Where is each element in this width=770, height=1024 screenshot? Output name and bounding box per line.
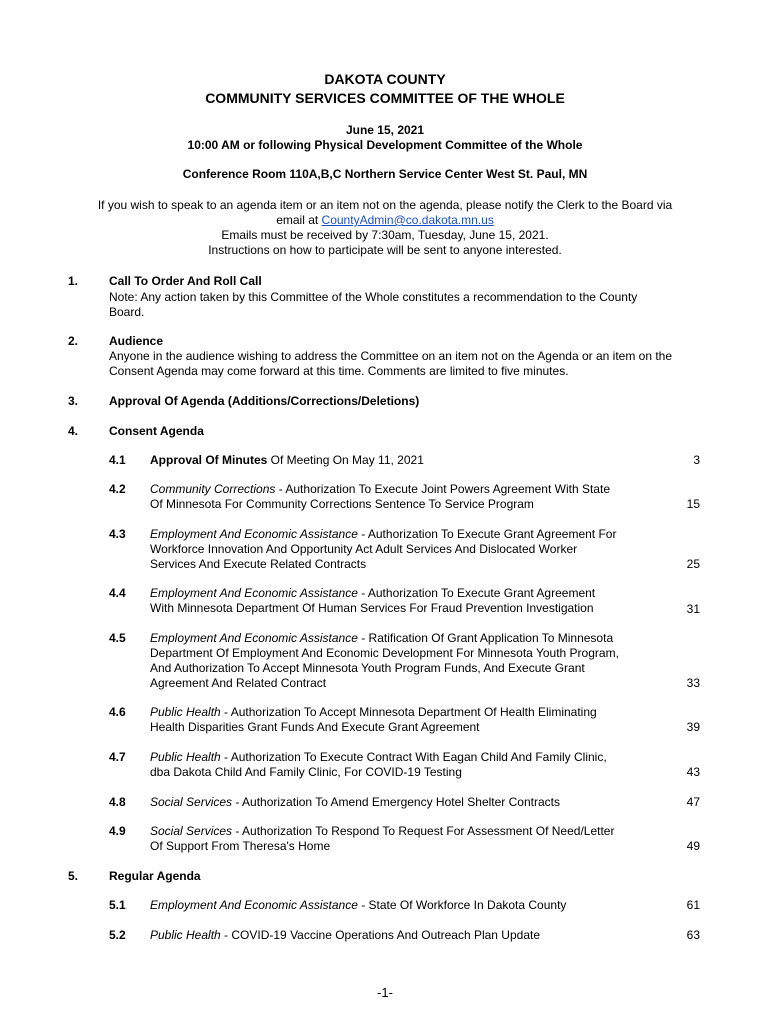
regular-5-2-page: 63 xyxy=(686,928,700,942)
consent-4-2-text xyxy=(150,482,660,512)
consent-4-9-page: 49 xyxy=(686,839,700,853)
item-5-title: Regular Agenda xyxy=(109,869,201,883)
regular-5-2-line-1: - COVID-19 Vaccine Operations And Outreach Plan Update xyxy=(220,928,540,942)
item-4-number: 4. xyxy=(68,424,79,438)
regular-5-2-text xyxy=(150,928,660,943)
item-2-title: Audience xyxy=(109,334,164,348)
notice-line-1: If you wish to speak to an agenda item or an item not on the agenda, please notify the Clerk to the Board via xyxy=(97,198,673,212)
consent-4-4-line-1: - Authorization To Execute Grant Agreement xyxy=(357,586,596,600)
item-1-body-line-2: Board. xyxy=(109,305,145,319)
item-2-body-line-2: Consent Agenda may come forward at this time. Comments are limited to five minutes. xyxy=(109,364,569,378)
consent-4-6-dept: Public Health xyxy=(150,705,221,719)
committee-title: COMMUNITY SERVICES COMMITTEE OF THE WHOLE xyxy=(205,90,565,106)
consent-4-6-text xyxy=(150,705,660,735)
consent-4-7-text xyxy=(150,750,660,780)
consent-4-4-number: 4.4 xyxy=(109,586,126,600)
regular-5-1-text xyxy=(150,898,660,913)
regular-5-1-number: 5.1 xyxy=(109,898,126,912)
notice-line-3: Emails must be received by 7:30am, Tuesday, June 15, 2021. xyxy=(221,228,549,242)
consent-4-6-line-2: Health Disparities Grant Funds And Execute Grant Agreement xyxy=(150,720,480,734)
item-1-body-line-1: Note: Any action taken by this Committee of the Whole constitutes a recommendation to the County xyxy=(109,290,638,304)
item-2-body-line-1: Anyone in the audience wishing to address the Committee on an item not on the Agenda or an item on the xyxy=(109,349,673,363)
consent-4-1-page: 3 xyxy=(693,453,700,467)
consent-4-7-line-2: dba Dakota Child And Family Clinic, For COVID-19 Testing xyxy=(150,765,462,779)
county-title: DAKOTA COUNTY xyxy=(324,71,446,87)
notice-line-4: Instructions on how to participate will be sent to anyone interested. xyxy=(208,243,562,257)
consent-4-2-line-1: - Authorization To Execute Joint Powers Agreement With State xyxy=(275,482,610,496)
meeting-location: Conference Room 110A,B,C Northern Service Center West St. Paul, MN xyxy=(182,167,588,181)
regular-5-2-dept: Public Health xyxy=(150,928,221,942)
notice-email-prefix: email at xyxy=(276,213,322,227)
consent-4-3-text xyxy=(150,527,660,572)
regular-5-1-page: 61 xyxy=(686,898,700,912)
consent-4-6-number: 4.6 xyxy=(109,705,126,719)
consent-4-2-number: 4.2 xyxy=(109,482,126,496)
consent-4-7-dept: Public Health xyxy=(150,750,221,764)
consent-4-5-number: 4.5 xyxy=(109,631,126,645)
regular-5-2-number: 5.2 xyxy=(109,928,126,942)
consent-4-5-dept: Employment And Economic Assistance xyxy=(150,631,358,645)
item-5-number: 5. xyxy=(68,869,79,883)
consent-4-5-line-2: Department Of Employment And Economic Development For Minnesota Youth Program, xyxy=(150,646,619,660)
consent-4-8-dept: Social Services xyxy=(150,795,233,809)
consent-4-2-dept: Community Corrections xyxy=(150,482,276,496)
item-4-title: Consent Agenda xyxy=(109,424,204,438)
consent-4-9-number: 4.9 xyxy=(109,824,126,838)
consent-4-4-line-2: With Minnesota Department Of Human Services For Fraud Prevention Investigation xyxy=(150,601,594,615)
consent-4-5-line-4: Agreement And Related Contract xyxy=(150,676,327,690)
consent-4-7-number: 4.7 xyxy=(109,750,126,764)
consent-4-8-page: 47 xyxy=(686,795,700,809)
page-number-footer: -1- xyxy=(377,985,393,1000)
consent-4-3-line-2: Workforce Innovation And Opportunity Act Adult Services And Dislocated Worker xyxy=(150,542,578,556)
item-2-number: 2. xyxy=(68,334,79,348)
item-3-title: Approval Of Agenda (Additions/Corrections/Deletions) xyxy=(109,394,420,408)
meeting-date: June 15, 2021 xyxy=(345,123,425,137)
consent-4-1-rest: Of Meeting On May 11, 2021 xyxy=(267,453,424,467)
consent-4-5-line-1: - Ratification Of Grant Application To Minnesota xyxy=(357,631,614,645)
consent-4-3-line-1: - Authorization To Execute Grant Agreement For xyxy=(357,527,617,541)
consent-4-7-page: 43 xyxy=(686,765,700,779)
consent-4-3-dept: Employment And Economic Assistance xyxy=(150,527,358,541)
consent-4-7-line-1: - Authorization To Execute Contract With Eagan Child And Family Clinic, xyxy=(220,750,607,764)
consent-4-9-line-2: Of Support From Theresa's Home xyxy=(150,839,331,853)
clerk-email-link[interactable]: CountyAdmin@co.dakota.mn.us xyxy=(321,213,494,227)
consent-4-4-text xyxy=(150,586,660,616)
consent-4-1-number: 4.1 xyxy=(109,453,126,467)
consent-4-4-page: 31 xyxy=(686,602,700,616)
consent-4-8-text xyxy=(150,795,660,810)
item-1-number: 1. xyxy=(68,274,79,288)
item-1-title: Call To Order And Roll Call xyxy=(109,274,262,288)
consent-4-1-text xyxy=(150,453,660,468)
consent-4-5-text xyxy=(150,631,660,691)
consent-4-5-page: 33 xyxy=(686,676,700,690)
meeting-time: 10:00 AM or following Physical Development Committee of the Whole xyxy=(187,138,583,152)
consent-4-5-line-3: And Authorization To Accept Minnesota Youth Program Funds, And Execute Grant xyxy=(150,661,585,675)
consent-4-9-text xyxy=(150,824,660,854)
consent-4-6-line-1: - Authorization To Accept Minnesota Department Of Health Eliminating xyxy=(220,705,597,719)
consent-4-3-number: 4.3 xyxy=(109,527,126,541)
consent-4-8-number: 4.8 xyxy=(109,795,126,809)
consent-4-2-line-2: Of Minnesota For Community Corrections Sentence To Service Program xyxy=(150,497,534,511)
item-3-number: 3. xyxy=(68,394,79,408)
regular-5-1-line-1: - State Of Workforce In Dakota County xyxy=(357,898,567,912)
consent-4-3-page: 25 xyxy=(686,557,700,571)
consent-4-9-dept: Social Services xyxy=(150,824,233,838)
consent-4-4-dept: Employment And Economic Assistance xyxy=(150,586,358,600)
consent-4-1-title: Approval Of Minutes xyxy=(150,453,268,467)
notice-line-2 xyxy=(0,213,770,228)
consent-4-6-page: 39 xyxy=(686,720,700,734)
consent-4-2-page: 15 xyxy=(686,497,700,511)
consent-4-8-line-1: - Authorization To Amend Emergency Hotel Shelter Contracts xyxy=(232,795,560,809)
regular-5-1-dept: Employment And Economic Assistance xyxy=(150,898,358,912)
consent-4-9-line-1: - Authorization To Respond To Request For Assessment Of Need/Letter xyxy=(232,824,615,838)
consent-4-3-line-3: Services And Execute Related Contracts xyxy=(150,557,367,571)
